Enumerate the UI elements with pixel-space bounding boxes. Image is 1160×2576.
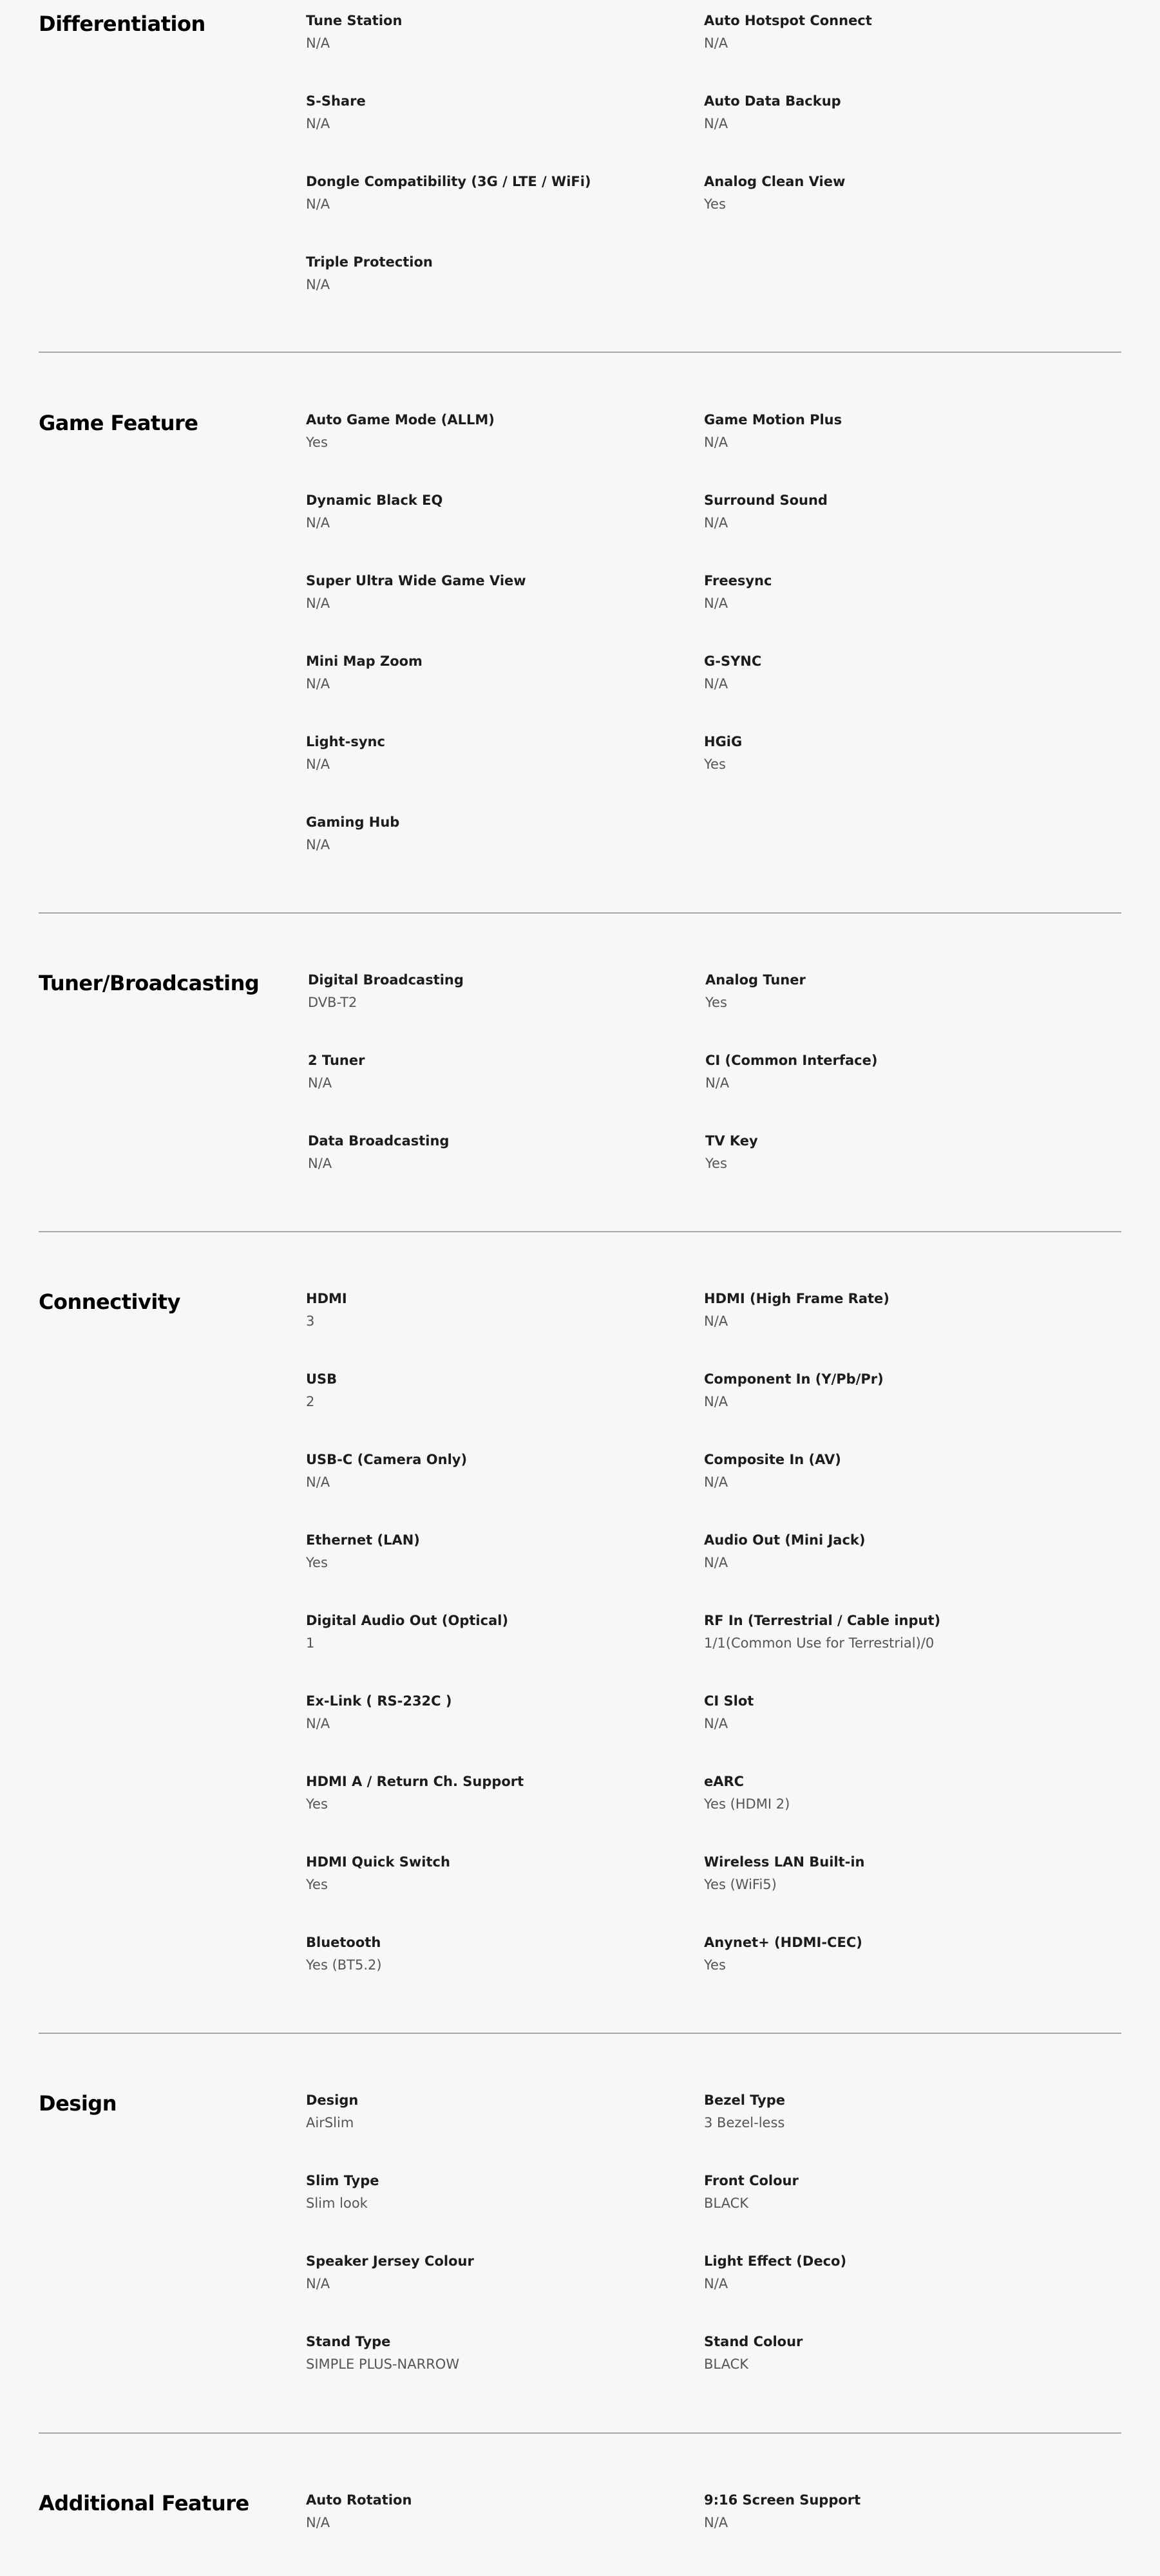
spec-label: HDMI Quick Switch [306,1854,450,1870]
spec-value: N/A [704,1555,728,1570]
spec-value: N/A [704,2276,728,2291]
spec-label: Dynamic Black EQ [306,493,443,508]
spec-item [306,652,667,693]
spec-label: HDMI (High Frame Rate) [704,1291,889,1306]
spec-label: 2 Tuner [308,1053,365,1068]
spec-label: Surround Sound [704,493,828,508]
section-divider [39,2432,1121,2434]
spec-label: Game Motion Plus [704,412,842,428]
spec-value: N/A [306,596,330,611]
spec-label: CI Slot [704,1693,754,1709]
spec-label: G-SYNC [704,653,762,669]
spec-value: Yes [704,757,726,772]
spec-label: eARC [704,1774,745,1789]
spec-label: Design [306,2092,359,2108]
spec-value: 3 Bezel-less [704,2115,785,2130]
spec-item [306,12,667,52]
spec-item [704,2333,1065,2373]
spec-label: Data Broadcasting [308,1133,450,1149]
spec-value: N/A [306,196,330,212]
spec-item [704,2252,1065,2293]
section-title: Additional Feature [39,2491,249,2515]
section-divider [39,1231,1121,1232]
spec-value: Yes [306,1555,328,1570]
spec-value: N/A [704,676,728,691]
section-divider [39,352,1121,353]
spec-value: N/A [705,1075,730,1091]
spec-item [306,733,667,773]
spec-value: N/A [704,1716,728,1731]
spec-label: Light-sync [306,734,385,749]
spec-label: Digital Broadcasting [308,972,464,988]
spec-value: N/A [704,116,728,131]
spec-item [306,173,667,213]
spec-item [704,1692,1065,1733]
spec-item [306,1451,667,1491]
spec-item [306,2333,667,2373]
spec-value: N/A [306,676,330,691]
spec-item [306,411,667,451]
spec-item [704,733,1065,773]
spec-label: Wireless LAN Built-in [704,1854,865,1870]
spec-value: 1 [306,1635,315,1651]
spec-item [308,1051,669,1092]
spec-item [704,1853,1065,1894]
spec-value: Yes [704,196,726,212]
spec-label: Speaker Jersey Colour [306,2253,474,2269]
spec-item [704,1531,1065,1572]
section-title: Design [39,2091,117,2116]
spec-value: AirSlim [306,2115,354,2130]
section-divider [39,2033,1121,2034]
spec-item [705,1051,1066,1092]
spec-label: Stand Colour [704,2334,803,2349]
spec-item [704,2491,1065,2532]
spec-label: 9:16 Screen Support [704,2492,861,2508]
spec-item [306,253,667,294]
spec-item [704,1290,1065,1330]
spec-label: Bezel Type [704,2092,786,2108]
spec-value: BLACK [704,2356,749,2372]
spec-label: Audio Out (Mini Jack) [704,1532,866,1548]
spec-item [704,491,1065,532]
spec-value: DVB-T2 [308,995,357,1010]
spec-value: N/A [306,1716,330,1731]
spec-label: Anynet+ (HDMI-CEC) [704,1935,862,1950]
spec-value: N/A [704,1474,728,1490]
spec-label: Analog Tuner [705,972,806,988]
spec-value: N/A [704,596,728,611]
spec-label: Triple Protection [306,254,433,270]
section-divider [39,912,1121,914]
spec-item [306,1692,667,1733]
spec-item [704,1933,1065,1974]
spec-item [705,1132,1066,1172]
spec-label: Stand Type [306,2334,391,2349]
section-title: Connectivity [39,1290,180,1314]
spec-item [306,813,667,854]
spec-item [704,2091,1065,2132]
spec-label: Freesync [704,573,772,588]
spec-value: N/A [704,1313,728,1329]
spec-item [704,173,1065,213]
spec-value: SIMPLE PLUS-NARROW [306,2356,460,2372]
spec-item [704,1370,1065,1411]
spec-item [704,1772,1065,1813]
spec-label: Digital Audio Out (Optical) [306,1613,509,1628]
spec-label: CI (Common Interface) [705,1053,878,1068]
spec-value: Yes [704,1957,726,1973]
spec-value: Yes (BT5.2) [306,1957,382,1973]
spec-item [306,1290,667,1330]
spec-label: RF In (Terrestrial / Cable input) [704,1613,941,1628]
spec-item [308,1132,669,1172]
spec-value: N/A [704,1394,728,1409]
spec-value: N/A [306,2276,330,2291]
spec-label: Composite In (AV) [704,1452,841,1467]
section-title: Game Feature [39,411,198,435]
spec-value: N/A [306,1474,330,1490]
spec-value: Yes [705,995,727,1010]
spec-value: N/A [308,1156,332,1171]
spec-label: Front Colour [704,2173,799,2188]
spec-item [308,971,669,1011]
spec-label: Light Effect (Deco) [704,2253,847,2269]
spec-item [306,1612,667,1652]
spec-value: 2 [306,1394,315,1409]
spec-label: Bluetooth [306,1935,381,1950]
spec-value: Yes [306,1877,328,1892]
spec-item [306,1772,667,1813]
spec-label: Auto Hotspot Connect [704,13,872,28]
spec-item [704,2172,1065,2212]
spec-item [306,2172,667,2212]
spec-value: N/A [306,515,330,531]
spec-item [704,652,1065,693]
spec-value: BLACK [704,2195,749,2211]
spec-item [306,1370,667,1411]
spec-item [704,92,1065,133]
spec-value: N/A [306,35,330,51]
spec-label: Component In (Y/Pb/Pr) [704,1371,884,1387]
spec-value: Yes [306,435,328,450]
spec-item [306,2491,667,2532]
section-title: Tuner/Broadcasting [39,971,260,995]
spec-label: HGiG [704,734,743,749]
spec-label: Analog Clean View [704,174,846,189]
spec-label: Auto Game Mode (ALLM) [306,412,495,428]
spec-label: Super Ultra Wide Game View [306,573,526,588]
spec-item [704,572,1065,612]
spec-item [704,1612,1065,1652]
spec-item [306,2091,667,2132]
spec-item [306,92,667,133]
spec-label: Auto Rotation [306,2492,412,2508]
spec-value: N/A [704,435,728,450]
spec-label: Gaming Hub [306,814,400,830]
spec-item [306,1853,667,1894]
spec-label: Tune Station [306,13,403,28]
spec-value: 3 [306,1313,315,1329]
spec-item [306,491,667,532]
spec-item [704,1451,1065,1491]
spec-label: S-Share [306,93,366,109]
spec-value: N/A [306,277,330,292]
spec-value: N/A [704,35,728,51]
spec-value: N/A [308,1075,332,1091]
spec-value: N/A [704,2515,728,2530]
section-title: Differentiation [39,12,205,36]
spec-value: Yes (WiFi5) [704,1877,777,1892]
spec-label: Dongle Compatibility (3G / LTE / WiFi) [306,174,591,189]
spec-item [306,2252,667,2293]
spec-label: Slim Type [306,2173,379,2188]
spec-item [704,12,1065,52]
spec-value: N/A [704,515,728,531]
spec-value: Yes (HDMI 2) [704,1796,790,1812]
spec-label: Mini Map Zoom [306,653,423,669]
spec-label: HDMI A / Return Ch. Support [306,1774,524,1789]
spec-value: Yes [306,1796,328,1812]
spec-value: N/A [306,757,330,772]
spec-item [306,1531,667,1572]
spec-label: Ex-Link ( RS-232C ) [306,1693,452,1709]
spec-item [306,1933,667,1974]
spec-value: 1/1(Common Use for Terrestrial)/0 [704,1635,935,1651]
spec-label: HDMI [306,1291,347,1306]
spec-item [306,572,667,612]
spec-item [704,411,1065,451]
spec-label: USB-C (Camera Only) [306,1452,468,1467]
spec-label: Ethernet (LAN) [306,1532,420,1548]
spec-item [705,971,1066,1011]
spec-value: N/A [306,116,330,131]
spec-value: N/A [306,2515,330,2530]
spec-label: Auto Data Backup [704,93,841,109]
spec-value: Slim look [306,2195,368,2211]
spec-value: N/A [306,837,330,852]
spec-label: USB [306,1371,338,1387]
spec-label: TV Key [705,1133,758,1149]
spec-value: Yes [705,1156,727,1171]
